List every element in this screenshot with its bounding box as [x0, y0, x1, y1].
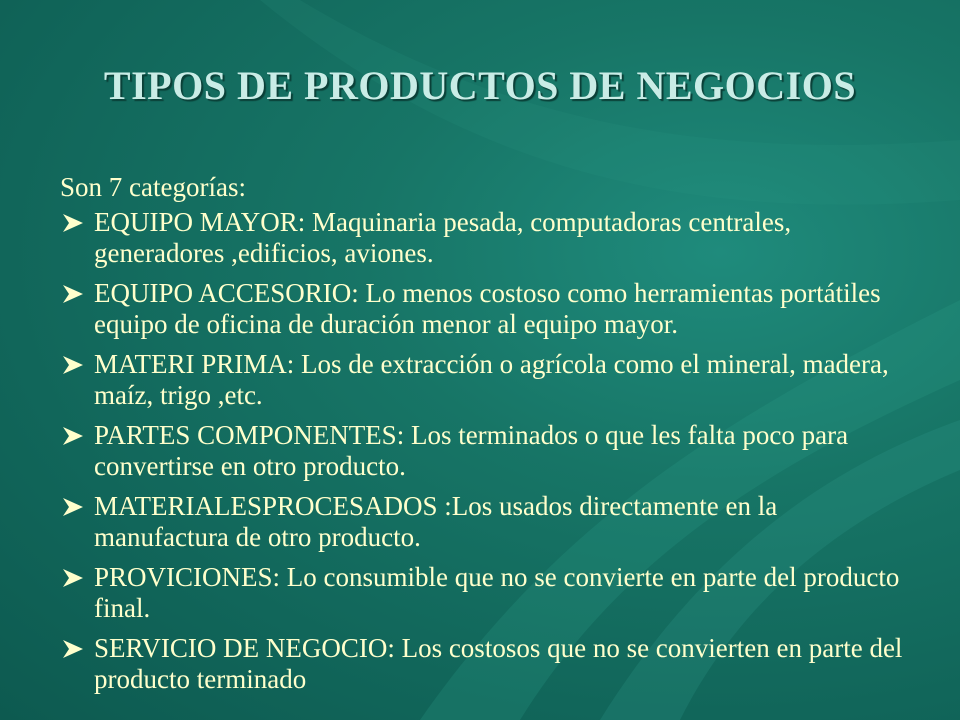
slide-title: TIPOS DE PRODUCTOS DE NEGOCIOS — [103, 63, 857, 108]
bullet-text: MATERI PRIMA: Los de extracción o agrícola como el mineral, madera, maíz, trigo ,etc. — [94, 349, 889, 410]
bullet-text: SERVICIO DE NEGOCIO: Los costosos que no se convierten en parte del producto terminado — [94, 633, 903, 694]
arrowhead-bullet-icon — [62, 497, 84, 517]
bullet-list — [60, 207, 910, 695]
list-item — [60, 562, 910, 624]
bullet-text: MATERIALESPROCESADOS :Los usados directamente en la manufactura de otro producto. — [94, 491, 778, 552]
bullet-text: PROVICIONES: Lo consumible que no se convierte en parte del producto final. — [94, 562, 900, 623]
list-item — [60, 207, 910, 269]
list-item — [60, 633, 910, 695]
arrowhead-bullet-icon — [62, 426, 84, 446]
arrowhead-bullet-icon — [62, 639, 84, 659]
list-item — [60, 349, 910, 411]
arrowhead-bullet-icon — [62, 355, 84, 375]
arrowhead-bullet-icon — [62, 568, 84, 588]
list-item — [60, 420, 910, 482]
bullet-text: PARTES COMPONENTES: Los terminados o que les falta poco para convertirse en otro producto. — [94, 420, 849, 481]
slide-body — [60, 172, 910, 704]
intro-text: Son 7 categorías: — [60, 172, 246, 202]
arrowhead-bullet-icon — [62, 213, 84, 233]
arrowhead-bullet-icon — [62, 284, 84, 304]
bullet-text: EQUIPO ACCESORIO: Lo menos costoso como herramientas portátiles equipo de oficina de duración menor al equipo mayor. — [94, 278, 881, 339]
list-item — [60, 278, 910, 340]
list-item — [60, 491, 910, 553]
bullet-text: EQUIPO MAYOR: Maquinaria pesada, computadoras centrales, generadores ,edificios, aviones. — [94, 207, 792, 268]
